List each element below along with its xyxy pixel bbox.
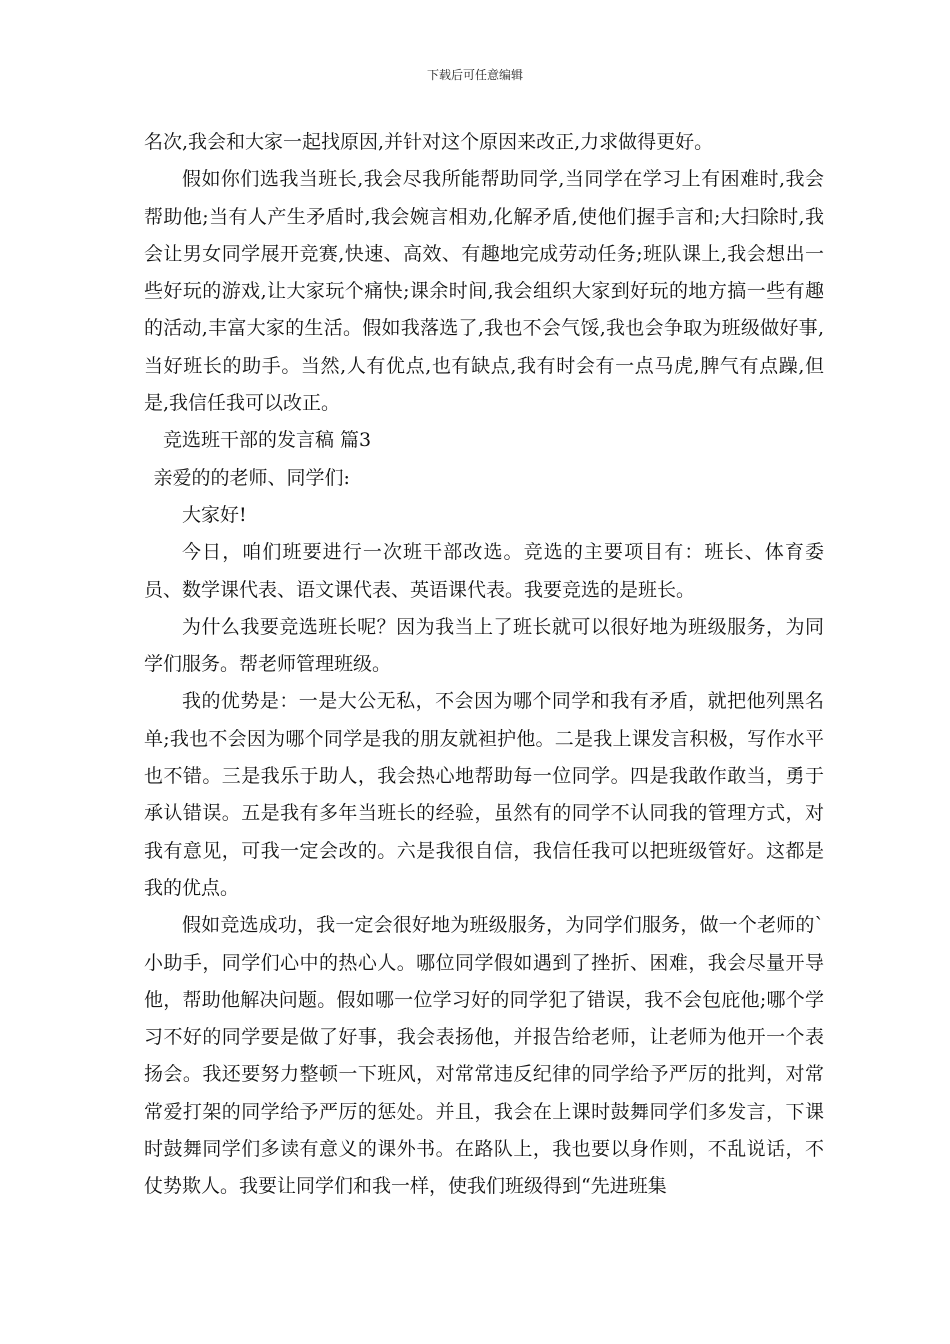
- section-heading: 竞选班干部的发言稿 篇3: [163, 429, 372, 452]
- page-header: 下载后可任意编辑: [426, 68, 523, 82]
- paragraph: 今日，咱们班要进行一次班干部改选。竞选的主要项目有：班长、体育委员、数学课代表、语文课代表、英语课代表。我要竞选的是班长。: [144, 541, 824, 601]
- salutation: 亲爱的的老师、同学们:: [153, 466, 350, 489]
- document-body: [144, 124, 824, 1206]
- greeting: 大家好!: [182, 503, 247, 526]
- paragraph: 为什么我要竞选班长呢？因为我当上了班长就可以很好地为班级服务，为同学们服务。帮老师管理班级。: [144, 615, 824, 676]
- paragraph: 假如你们选我当班长,我会尽我所能帮助同学,当同学在学习上有困难时,我会帮助他;当有人产生矛盾时,我会婉言相劝,化解矛盾,使他们握手言和;大扫除时,我会让男女同学展开竞赛,快速、高效、有趣地完成劳动任务;班队课上,我会想出一些好玩的游戏,让大家玩个痛快;课余时间,我会组织大家到好玩的地方搞一些有趣的活动,丰富大家的生活。假如我落选了,我也不会气馁,我也会争取为班级做好事,当好班长的助手。当然,人有优点,也有缺点,我有时会有一点马虎,脾气有点躁,但是,我信任我可以改正。: [144, 168, 824, 415]
- paragraph: 假如竞选成功，我一定会很好地为班级服务，为同学们服务，做一个老师的`小助手，同学们心中的热心人。哪位同学假如遇到了挫折、困难，我会尽量开导他，帮助他解决问题。假如哪一位学习好的同学犯了错误，我不会包庇他;哪个学习不好的同学要是做了好事，我会表扬他，并报告给老师，让老师为他开一个表扬会。我还要努力整顿一下班风，对常常违反纪律的同学给予严厉的批判，对常常爱打架的同学给予严厉的惩处。并且，我会在上课时鼓舞同学们多发言，下课时鼓舞同学们多读有意义的课外书。在路队上，我也要以身作则，不乱说话，不仗势欺人。我要让同学们和我一样，使我们班级得到“先进班集: [144, 914, 824, 1198]
- paragraph: 我的优势是：一是大公无私，不会因为哪个同学和我有矛盾，就把他列黑名单;我也不会因为哪个同学是我的朋友就袒护他。二是我上课发言积极，写作水平也不错。三是我乐于助人，我会热心地帮助每一位同学。四是我敢作敢当，勇于承认错误。五是我有多年当班长的经验，虽然有的同学不认同我的管理方式，对我有意见，可我一定会改的。六是我很自信，我信任我可以把班级管好。这都是我的优点。: [144, 690, 824, 899]
- paragraph: 名次,我会和大家一起找原因,并针对这个原因来改正,力求做得更好。: [144, 131, 714, 153]
